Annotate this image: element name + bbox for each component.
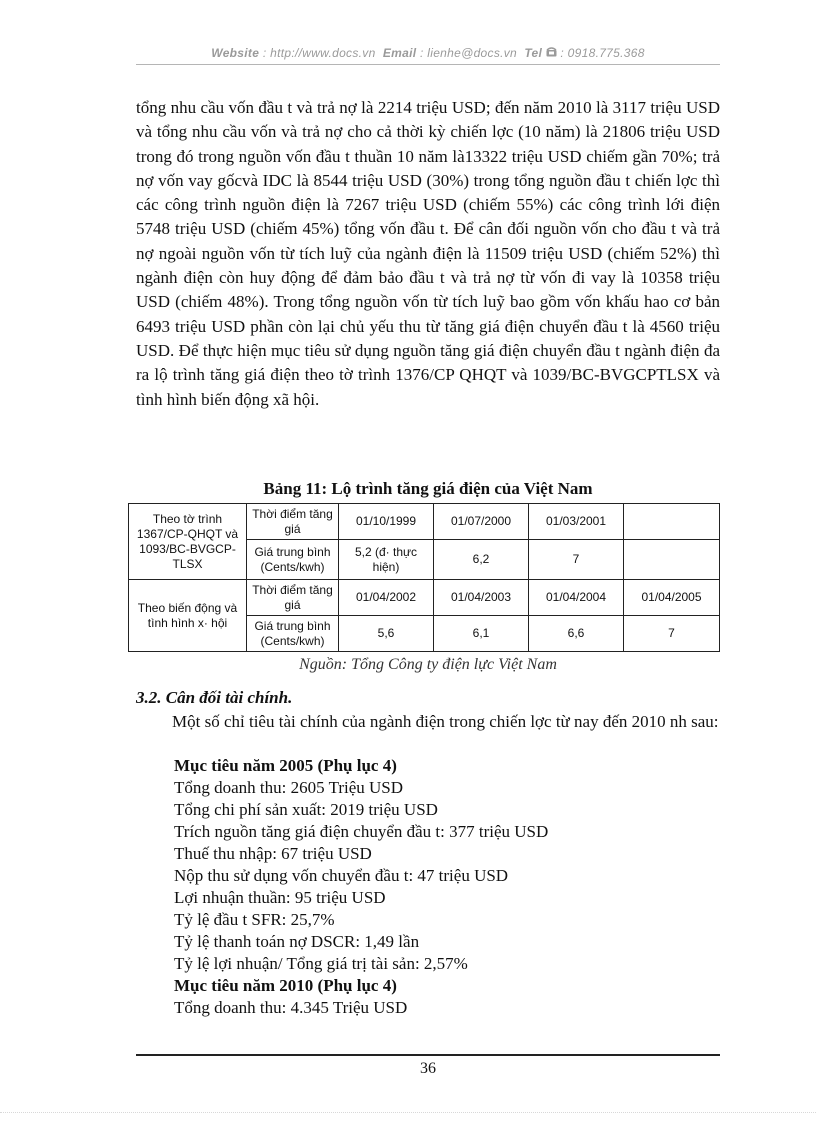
table-row bbox=[129, 504, 720, 540]
date-cell: 01/10/1999 bbox=[339, 504, 434, 540]
phone-icon bbox=[546, 46, 557, 60]
email-label: Email bbox=[382, 46, 417, 60]
website-value: : http://www.docs.vn bbox=[262, 46, 376, 60]
date-cell bbox=[624, 504, 720, 540]
list-item: Nộp thu sử dụng vốn chuyển đầu t: 47 triệu USD bbox=[174, 866, 509, 885]
target-2010-heading: Mục tiêu năm 2010 (Phụ lục 4) bbox=[174, 976, 397, 995]
price-roadmap-table bbox=[128, 503, 720, 652]
section-intro bbox=[136, 711, 720, 733]
list-item: Trích nguồn tăng giá điện chuyển đầu t: 377 triệu USD bbox=[174, 822, 549, 841]
tel-label: Tel bbox=[524, 46, 543, 60]
section-heading: 3.2. Cân đối tài chính. bbox=[136, 688, 293, 707]
list-item: Lợi nhuận thuần: 95 triệu USD bbox=[174, 888, 386, 907]
email-value: : lienhe@docs.vn bbox=[420, 46, 518, 60]
table-title: Bảng 11: Lộ trình tăng giá điện của Việt Nam bbox=[263, 479, 593, 498]
page-header bbox=[136, 46, 720, 60]
list-item: Tỷ lệ lợi nhuận/ Tổng giá trị tài sản: 2,57% bbox=[174, 954, 468, 973]
date-cell: 01/04/2004 bbox=[529, 580, 624, 616]
group-label-cell: Theo biến động và tình hình x· hội bbox=[129, 580, 247, 652]
date-cell: 01/04/2003 bbox=[434, 580, 529, 616]
row-header-cell: Giá trung bình (Cents/kwh) bbox=[247, 540, 339, 580]
financial-targets-list bbox=[174, 755, 720, 1019]
list-item: Tổng chi phí sản xuất: 2019 triệu USD bbox=[174, 800, 438, 819]
list-item: Tỷ lệ thanh toán nợ DSCR: 1,49 lần bbox=[174, 932, 420, 951]
price-cell: 7 bbox=[624, 616, 720, 652]
intro-text: Một số chỉ tiêu tài chính của ngành điện trong chiến lợc từ nay đến 2010 nh sau: bbox=[172, 712, 719, 731]
page-number: 36 bbox=[420, 1060, 436, 1077]
date-cell: 01/04/2002 bbox=[339, 580, 434, 616]
target-2005-heading: Mục tiêu năm 2005 (Phụ lục 4) bbox=[174, 756, 397, 775]
price-cell bbox=[624, 540, 720, 580]
price-cell: 7 bbox=[529, 540, 624, 580]
footer-divider bbox=[136, 1054, 720, 1056]
list-item: Thuế thu nhập: 67 triệu USD bbox=[174, 844, 372, 863]
website-label: Website bbox=[211, 46, 260, 60]
header-divider bbox=[136, 64, 720, 65]
price-cell: 6,6 bbox=[529, 616, 624, 652]
price-cell: 5,6 bbox=[339, 616, 434, 652]
list-item: Tỷ lệ đầu t SFR: 25,7% bbox=[174, 910, 335, 929]
group-label-cell: Theo tờ trình 1367/CP-QHQT và 1093/BC-BVGCP-TLSX bbox=[129, 504, 247, 580]
row-header-cell: Giá trung bình (Cents/kwh) bbox=[247, 616, 339, 652]
page-edge-dots bbox=[0, 1112, 816, 1113]
price-cell: 6,1 bbox=[434, 616, 529, 652]
table-row bbox=[129, 580, 720, 616]
row-header-cell: Thời điểm tăng giá bbox=[247, 504, 339, 540]
list-item: Tổng doanh thu: 4.345 Triệu USD bbox=[174, 998, 408, 1017]
row-header-cell: Thời điểm tăng giá bbox=[247, 580, 339, 616]
date-cell: 01/04/2005 bbox=[624, 580, 720, 616]
date-cell: 01/03/2001 bbox=[529, 504, 624, 540]
list-item: Tổng doanh thu: 2605 Triệu USD bbox=[174, 778, 404, 797]
table-source: Nguồn: Tổng Công ty điện lực Việt Nam bbox=[299, 656, 557, 673]
price-cell: 5,2 (đ· thực hiện) bbox=[339, 540, 434, 580]
date-cell: 01/07/2000 bbox=[434, 504, 529, 540]
price-cell: 6,2 bbox=[434, 540, 529, 580]
body-paragraph: tổng nhu cầu vốn đầu t và trả nợ là 2214 triệu USD; đến năm 2010 là 3117 triệu USD và tổng nhu cầu vốn và trả nợ cho cả thời kỳ chiến lợc (10 năm) là 21806 triệu USD trong đó trong nguồn vốn đầu t thuần 10 năm là13322 triệu USD chiếm gần 70%; trả nợ vốn vay gốcvà IDC là 8544 triệu USD (30%) trong tổng nguồn đầu t chiến lợc thì các công trình nguồn điện là 7267 triệu USD (chiếm 55%) các công trình lới điện 5748 triệu USD (chiếm 45%) tổng vốn đầu t. Để cân đối nguồn vốn cho đầu t và trả nợ ngoài nguồn vốn từ tích luỹ của ngành điện là 11509 triệu USD (chiếm 52%) thì ngành điện còn huy động để đảm bảo đầu t và trả nợ từ vốn đi vay là 10358 triệu USD (chiếm 48%). Trong tổng nguồn vốn từ tích luỹ bao gồm vốn khấu hao cơ bản 6493 triệu USD phần còn lại chủ yếu thu từ tăng giá điện chuyển đầu t là 4560 triệu USD. Để thực hiện mục tiêu sử dụng nguồn tăng giá điện chuyển đầu t ngành điện đa ra lộ trình tăng giá điện theo tờ trình 1376/CP QHQT và 1039/BC-BVGCPTLSX và tình hình biến động xã hội. bbox=[136, 98, 720, 409]
tel-value: : 0918.775.368 bbox=[560, 46, 645, 60]
